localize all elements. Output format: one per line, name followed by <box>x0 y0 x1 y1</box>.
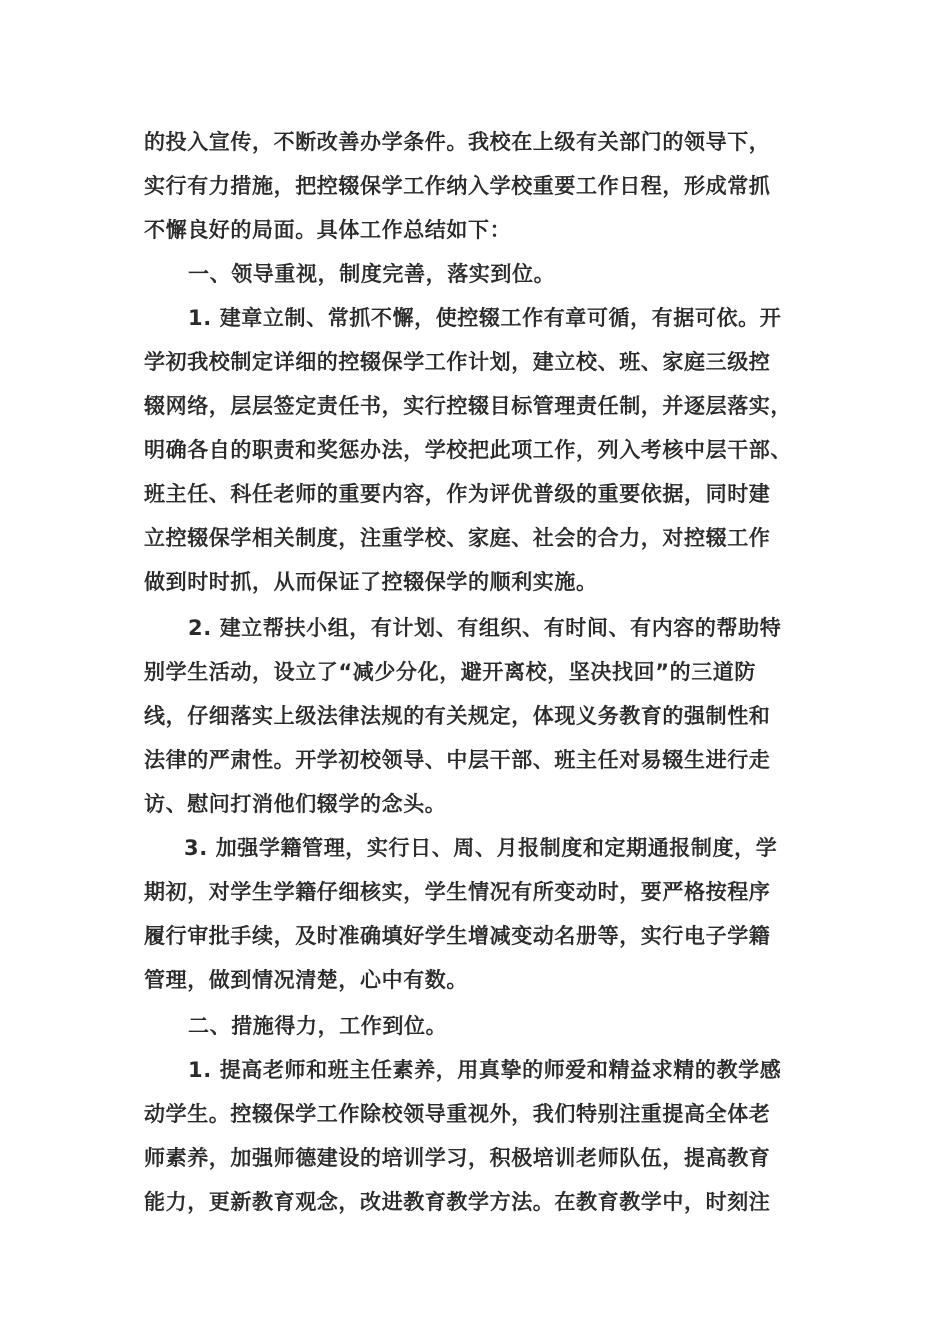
text-line: 做到时时抓，从而保证了控辍保学的顺利实施。 <box>144 570 598 594</box>
text-line: 能力，更新教育观念，改进教育教学方法。在教育教学中，时刻注 <box>144 1190 771 1214</box>
text-line: 实行有力措施，把控辍保学工作纳入学校重要工作日程，形成常抓 <box>144 174 771 198</box>
paragraph-first-line: 3. 加强学籍管理，实行日、周、月报制度和定期通报制度，学 <box>184 836 778 860</box>
text-line: 期初，对学生学籍仔细核实，学生情况有所变动时，要严格按程序 <box>144 880 771 904</box>
section-heading: 一、领导重视，制度完善，落实到位。 <box>188 262 556 286</box>
text-line: 班主任、科任老师的重要内容，作为评优普级的重要依据，同时建 <box>144 482 771 506</box>
paragraph-first-line: 2. 建立帮扶小组，有计划、有组织、有时间、有内容的帮助特 <box>188 616 782 640</box>
text-line: 立控辍保学相关制度，注重学校、家庭、社会的合力，对控辍工作 <box>144 526 771 550</box>
text-line: 辍网络，层层签定责任书，实行控辍目标管理责任制，并逐层落实， <box>144 394 792 418</box>
paragraph-first-line: 1. 建章立制、常抓不懈，使控辍工作有章可循，有据可依。开 <box>188 306 782 330</box>
paragraph-first-line: 1. 提高老师和班主任素养，用真挚的师爱和精益求精的教学感 <box>188 1058 782 1082</box>
text-line: 别学生活动，设立了“减少分化，避开离校，坚决找回”的三道防 <box>144 660 757 684</box>
text-line: 明确各自的职责和奖惩办法，学校把此项工作，列入考核中层干部、 <box>144 438 792 462</box>
text-line: 学初我校制定详细的控辍保学工作计划，建立校、班、家庭三级控 <box>144 350 771 374</box>
section-heading: 二、措施得力，工作到位。 <box>188 1014 448 1038</box>
text-line: 法律的严肃性。开学初校领导、中层干部、班主任对易辍生进行走 <box>144 748 771 772</box>
text-line: 师素养，加强师德建设的培训学习，积极培训老师队伍，提高教育 <box>144 1146 771 1170</box>
text-line: 履行审批手续，及时准确填好学生增减变动名册等，实行电子学籍 <box>144 924 771 948</box>
text-line: 的投入宣传，不断改善办学条件。我校在上级有关部门的领导下， <box>144 130 771 154</box>
text-line: 不懈良好的局面。具体工作总结如下： <box>144 218 512 242</box>
text-line: 动学生。控辍保学工作除校领导重视外，我们特别注重提高全体老 <box>144 1102 771 1126</box>
text-line: 管理，做到情况清楚，心中有数。 <box>144 968 468 992</box>
text-line: 访、慰问打消他们辍学的念头。 <box>144 792 447 816</box>
text-line: 线，仔细落实上级法律法规的有关规定，体现义务教育的强制性和 <box>144 704 771 728</box>
